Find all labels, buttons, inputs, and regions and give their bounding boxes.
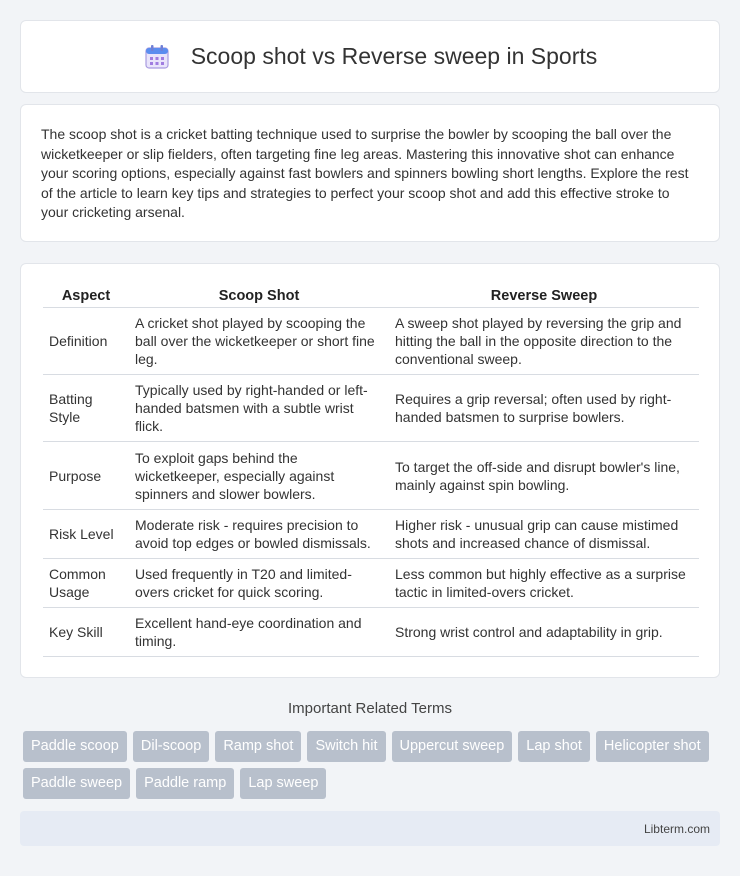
related-terms-list (23, 731, 723, 805)
related-term-tag[interactable]: Dil-scoop (133, 731, 209, 762)
cell-reverse: A sweep shot played by reversing the grip and hitting the ball in the opposite direction to the conventional sweep. (389, 308, 699, 375)
table-row (43, 608, 699, 657)
cell-reverse: Higher risk - unusual grip can cause mistimed shots and increased chance of dismissal. (389, 510, 699, 559)
cell-scoop: Excellent hand-eye coordination and timing. (129, 608, 389, 657)
header-aspect: Aspect (43, 284, 129, 308)
related-term-tag[interactable]: Lap shot (518, 731, 590, 762)
footer-site-link[interactable]: Libterm.com (643, 822, 710, 836)
table-row (43, 559, 699, 608)
cell-scoop: A cricket shot played by scooping the ball over the wicketkeeper or short fine leg. (129, 308, 389, 375)
table-header-row (43, 284, 699, 308)
table-row (43, 510, 699, 559)
header-reverse-sweep: Reverse Sweep (389, 284, 699, 308)
cell-reverse: Less common but highly effective as a surprise tactic in limited-overs cricket. (389, 559, 699, 608)
cell-aspect: Common Usage (43, 559, 129, 608)
related-term-tag[interactable]: Switch hit (307, 731, 385, 762)
title-wrap (21, 21, 719, 92)
cell-aspect: Key Skill (43, 608, 129, 657)
related-term-tag[interactable]: Paddle ramp (136, 768, 234, 799)
related-term-tag[interactable]: Ramp shot (215, 731, 301, 762)
related-term-tag[interactable]: Uppercut sweep (392, 731, 513, 762)
cell-scoop: To exploit gaps behind the wicketkeeper, especially against spinners and slower bowlers. (129, 442, 389, 510)
comparison-table (43, 284, 699, 657)
cell-scoop: Moderate risk - requires precision to avoid top edges or bowled dismissals. (129, 510, 389, 559)
cell-aspect: Risk Level (43, 510, 129, 559)
table-row (43, 375, 699, 442)
table-row (43, 442, 699, 510)
related-terms-title: Important Related Terms (288, 700, 452, 717)
calendar-icon (143, 43, 171, 71)
cell-aspect: Batting Style (43, 375, 129, 442)
header-scoop-shot: Scoop Shot (129, 284, 389, 308)
cell-scoop: Typically used by right-handed or left-handed batsmen with a subtle wrist flick. (129, 375, 389, 442)
related-term-tag[interactable]: Paddle sweep (23, 768, 130, 799)
cell-scoop: Used frequently in T20 and limited-overs cricket for quick scoring. (129, 559, 389, 608)
table-row (43, 308, 699, 375)
cell-reverse: Strong wrist control and adaptability in grip. (389, 608, 699, 657)
cell-reverse: To target the off-side and disrupt bowler's line, mainly against spin bowling. (389, 442, 699, 510)
intro-paragraph: The scoop shot is a cricket batting technique used to surprise the bowler by scooping the ball over the wicketkeeper or slip fielders, often targeting fine leg areas. Mastering this innovative shot can enhance your scoring options, especially against fast bowlers and spinners bowling short lengths. Explore the rest of the article to learn key tips and strategies to perfect your scoop shot and add this effective stroke to your cricketing arsenal. (41, 126, 689, 220)
comparison-card (20, 263, 720, 678)
related-term-tag[interactable]: Helicopter shot (596, 731, 709, 762)
cell-reverse: Requires a grip reversal; often used by right-handed batsmen to surprise bowlers. (389, 375, 699, 442)
cell-aspect: Definition (43, 308, 129, 375)
footer (20, 811, 720, 846)
cell-aspect: Purpose (43, 442, 129, 510)
page-title: Scoop shot vs Reverse sweep in Sports (190, 43, 598, 69)
related-term-tag[interactable]: Lap sweep (240, 768, 326, 799)
title-card (20, 20, 720, 93)
related-term-tag[interactable]: Paddle scoop (23, 731, 127, 762)
intro-card (20, 104, 720, 242)
